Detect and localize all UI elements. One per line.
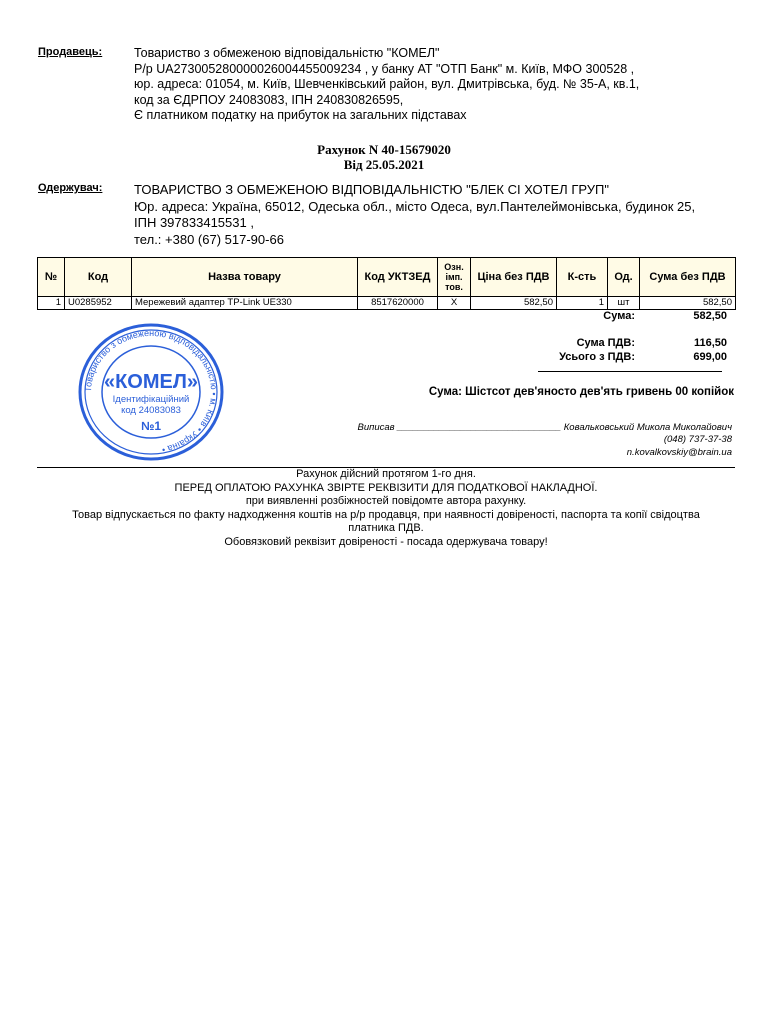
- seller-bank-account: Р/р UA273005280000026004455009234 , у банку АТ "ОТП Банк" м. Київ, МФО 300528 ,: [134, 61, 635, 76]
- col-header-number: №: [38, 258, 65, 297]
- stamp-company-name: «КОМЕЛ»: [103, 371, 199, 393]
- seller-name: Товариство з обмеженою відповідальністю "КОМЕЛ": [134, 46, 440, 60]
- note-validity: Рахунок дійсний протягом 1-го дня.: [296, 468, 476, 480]
- vat-value: 116,50: [693, 337, 727, 349]
- cell-number: 1: [38, 297, 65, 310]
- footer-notes: [37, 468, 735, 549]
- stamp-number: №1: [140, 419, 162, 433]
- table-row: [38, 297, 736, 310]
- note-discrepancies: при виявленні розбіжностей повідомте автора рахунку.: [245, 495, 527, 507]
- issued-by: Виписав _______________________________ Ковальковський Микола Миколайович: [357, 422, 732, 433]
- company-stamp: [77, 322, 225, 462]
- invoice-date: Від 25.05.2021: [343, 157, 425, 172]
- cell-product-name: Мережевий адаптер TP-Link UE330: [132, 297, 358, 310]
- invoice-number: Рахунок N 40-15679020: [317, 142, 451, 157]
- col-header-import-flag: Озн. імп. тов.: [438, 258, 471, 297]
- col-header-unit: Од.: [608, 258, 640, 297]
- signer-email: n.kovalkovskiy@brain.ua: [626, 447, 732, 458]
- stamp-id-label: Ідентифікаційний: [112, 394, 190, 405]
- note-check-details: ПЕРЕД ОПЛАТОЮ РАХУНКА ЗВІРТЕ РЕКВІЗИТИ ДЛЯ ПОДАТКОВОЇ НАКЛАДНОЇ.: [174, 481, 598, 494]
- total-label: Усього з ПДВ:: [559, 351, 635, 363]
- cell-price: 582,50: [471, 297, 557, 310]
- sum-label: Сума:: [603, 310, 635, 322]
- sum-in-words: Сума: Шістсот дев'яносто дев'ять гривень 00 копійок: [428, 386, 734, 398]
- cell-quantity: 1: [557, 297, 608, 310]
- cell-uktzed: 8517620000: [358, 297, 438, 310]
- stamp-id-code: код 24083083: [121, 405, 181, 416]
- col-header-code: Код: [65, 258, 132, 297]
- note-vat-payer: платника ПДВ.: [348, 522, 424, 534]
- cell-unit: шт: [608, 297, 640, 310]
- seller-address: юр. адреса: 01054, м. Київ, Шевченківський район, вул. Дмитрівська, буд. № 35-А, кв.1,: [134, 77, 640, 91]
- note-release-conditions: Товар відпускається по факту надходження коштів на р/р продавця, при наявності довіреності, паспорта та копії свідоцтва: [72, 508, 700, 521]
- vat-label: Сума ПДВ:: [576, 337, 635, 349]
- col-header-product-name: Назва товару: [132, 258, 358, 297]
- seller-details: [134, 46, 768, 124]
- table-header-row: [38, 258, 736, 297]
- col-header-quantity: К-сть: [557, 258, 608, 297]
- buyer-tax-id: ІПН 397833415531 ,: [134, 215, 254, 230]
- buyer-name: ТОВАРИСТВО З ОБМЕЖЕНОЮ ВІДПОВІДАЛЬНІСТЮ "БЛЕК СІ ХОТЕЛ ГРУП": [134, 182, 609, 197]
- items-table: [37, 257, 736, 310]
- buyer-phone: тел.: +380 (67) 517-90-66: [134, 231, 284, 247]
- buyer-address: Юр. адреса: Україна, 65012, Одеська обл., місто Одеса, вул.Пантелеймонівська, будинок 25,: [134, 198, 696, 214]
- total-value: 699,00: [693, 351, 727, 363]
- cell-amount: 582,50: [640, 297, 736, 310]
- totals-divider: [538, 371, 722, 372]
- totals-block: [431, 310, 731, 370]
- stamp-ring-text: Товариство з обмеженою відповідальністю • м. Київ • Україна •: [82, 327, 220, 456]
- seller-tax-status: Є платником податку на прибуток на загальних підставах: [134, 108, 467, 122]
- cell-code: U0285952: [65, 297, 132, 310]
- invoice-heading: [0, 142, 768, 172]
- col-header-amount: Сума без ПДВ: [640, 258, 736, 297]
- col-header-price: Ціна без ПДВ: [471, 258, 557, 297]
- buyer-label: Одержувач:: [38, 182, 103, 194]
- signer-phone: (048) 737-37-38: [663, 434, 732, 445]
- cell-import-flag: X: [438, 297, 471, 310]
- sum-value: 582,50: [693, 310, 727, 322]
- col-header-uktzed: Код УКТЗЕД: [358, 258, 438, 297]
- note-power-of-attorney: Обовязковий реквізит довіреності - посада одержувача товару!: [224, 535, 548, 548]
- seller-codes: код за ЄДРПОУ 24083083, ІПН 240830826595,: [134, 92, 404, 107]
- buyer-details: [134, 182, 768, 248]
- seller-label: Продавець:: [38, 46, 103, 58]
